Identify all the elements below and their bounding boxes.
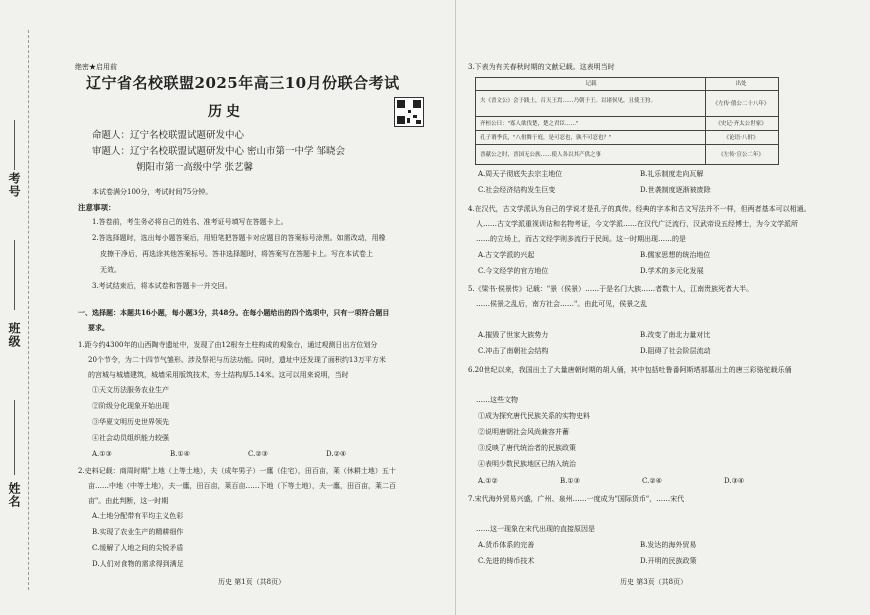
section-title: 要求。 — [88, 323, 109, 332]
question-2-option: D.人们对食物的需求得到满足 — [92, 560, 184, 568]
author-line: 命题人：辽宁名校联盟试题研发中心 — [92, 130, 245, 141]
question-4-line: ……的立场上，而古文经学则多流行于民间。这一时期出现……的是 — [476, 235, 686, 243]
question-3-option: A.周天子彻底失去宗主地位 — [478, 170, 563, 178]
question-1-item: ①天文历法服务农业生产 — [92, 386, 169, 394]
question-6-option: B.①③ — [560, 477, 580, 485]
question-4-option: A.古文学派的兴起 — [478, 251, 535, 259]
question-1-item: ③华夏文明历史世界领先 — [92, 418, 169, 426]
name-line — [14, 400, 15, 475]
question-6-option: A.①② — [478, 477, 498, 485]
question-2-line: 亩……中地（中等土地），夫一廛，田百亩，莱百亩……下地（下等土地），夫一廛，田百亩，莱二百 — [88, 482, 396, 490]
section-title: 一、选择题：本题共16小题，每小题3分，共48分。在每小题给出的四个选项中，只有一项符合题目 — [78, 308, 390, 317]
question-2-option: B.实现了农业生产的精耕细作 — [92, 528, 184, 536]
table-row: 齐桓公曰："寡人欲伐楚，楚之君臣……" 《史记·齐太公世家》 — [476, 116, 778, 131]
table-row: 晋献公之时，晋国无公族……使人各以其产供之事 《左传·宣公二年》 — [476, 144, 778, 165]
question-6-option: D.③④ — [724, 477, 745, 485]
question-5-option: C.冲击了南朝社会结构 — [478, 347, 549, 355]
class-line — [14, 240, 15, 310]
question-1-line: 20个节令，为二十四节气雏形。涉及祭祀与历法功能。同时，遗址中还发现了面积约13万平方米 — [88, 356, 386, 364]
question-7-option: C.先进的铸币技术 — [478, 557, 535, 565]
question-6-line: 6.20世纪以来，我国出土了大量唐朝时期的胡人俑，其中包括吐鲁番阿斯塔那墓出土的唐三彩骆驼载乐俑 — [468, 366, 792, 374]
question-6-item: ③反映了唐代统治者的民族政策 — [478, 444, 576, 452]
exam-no-line — [14, 120, 15, 170]
question-3-option: C.社会经济结构发生巨变 — [478, 186, 556, 194]
exam-no-label: 考号 — [7, 172, 21, 198]
question-1-option: B.①④ — [170, 450, 190, 458]
class-label: 班级 — [7, 322, 21, 348]
question-2-option: A.土地分配带有平均主义色彩 — [92, 512, 184, 520]
note-line: 3.考试结束后，将本试卷和答题卡一并交回。 — [92, 282, 232, 290]
question-6-item: ②说明唐朝社会风尚兼容并蓄 — [478, 428, 569, 436]
question-4-option: D.学术的多元化发展 — [640, 267, 704, 275]
question-6-option: C.②④ — [642, 477, 662, 485]
question-4-line: 人……古文学派重视训诂和名物考证，今文学派……在汉代广泛流行，汉武帝设五经博士，为今文学派所 — [476, 220, 798, 228]
notes-title: 注意事项： — [78, 203, 116, 212]
question-5-line: 5.《梁书·侯景传》记载："景（侯景）……于是名门大族……者数十人，江南贵族死者大半。 — [468, 285, 754, 293]
binding-line — [28, 30, 29, 590]
question-1-line: 的宫城与城墙建筑，城墙采用版筑技术，夯土结构厚5.14米。这可以用来说明，当时 — [88, 371, 349, 379]
secret-mark: 绝密★启用前 — [75, 63, 117, 71]
question-2-line: 2.史料记载：商周时期"上地（上等土地），夫（成年男子）一廛（住宅），田百亩，莱（休耕土地）五十 — [78, 467, 396, 475]
question-5-option: D.阻碍了社会阶层流动 — [640, 347, 711, 355]
question-1-line: 1.距今约4300年的山西陶寺遗址中，发现了由12根夯土柱构成的观象台，通过观测日出方位划分 — [78, 341, 378, 349]
question-1-item: ②阶级分化现象开始出现 — [92, 402, 169, 410]
subject-title: 历史 — [208, 104, 244, 120]
author-line: 审题人：辽宁名校联盟试题研发中心 密山市第一中学 邹晓会 — [92, 146, 346, 157]
footer-left: 历史 第1页（共8页） — [218, 578, 286, 586]
exam-title: 辽宁省名校联盟2025年高三10月份联合考试 — [86, 74, 400, 92]
question-6-item: ①成为探究唐代民族关系的实物史料 — [478, 412, 590, 420]
question-7-line: ……这一现象在宋代出现的直接原因是 — [476, 525, 595, 533]
table-row: 孔子谓季氏，"八佾舞于庭，是可忍也，孰不可忍也？" 《论语·八佾》 — [476, 130, 778, 145]
question-6-item: ④表明少数民族地区已纳入统治 — [478, 460, 576, 468]
note-line: 2.答选择题时，选出每小题答案后，用铅笔把答题卡对应题目的答案标号涂黑。如需改动，用橡 — [92, 234, 386, 242]
question-1-option: D.②④ — [326, 450, 347, 458]
question-3-option: D.世袭制度逐渐被废除 — [640, 186, 711, 194]
name-label: 姓名 — [7, 482, 21, 508]
note-line: 1.答卷前，考生务必将自己的姓名、准考证号填写在答题卡上。 — [92, 218, 288, 226]
table-row: 记载 出处 — [585, 81, 747, 87]
question-5-line: ……侯景之乱后，南方社会……"。由此可见，侯景之乱 — [476, 300, 648, 308]
author-line: 朝阳市第一高级中学 张艺馨 — [136, 162, 254, 173]
question-5-option: B.改变了南北力量对比 — [640, 331, 711, 339]
question-1-item: ④社会动员组织能力较强 — [92, 434, 169, 442]
question-4-option: C.今文经学的官方地位 — [478, 267, 549, 275]
authors-block — [92, 128, 345, 176]
question-7-option: B.发达的海外贸易 — [640, 541, 697, 549]
question-4-line: 4.在汉代，古文学派认为自己的学说才是孔子的真传。经典的字本和古文写法并不一样，但两者基本可以相通。 — [468, 205, 811, 213]
question-3-title: 3.下表为有关春秋时期的文献记载。这表明当时 — [468, 63, 615, 71]
question-1-option: A.①③ — [92, 450, 112, 458]
question-1-option: C.②③ — [248, 450, 268, 458]
question-7-option: D.开明的民族政策 — [640, 557, 697, 565]
note-line: 无效。 — [100, 266, 121, 274]
question-4-option: B.儒家思想的统治地位 — [640, 251, 711, 259]
page-fold — [455, 0, 456, 615]
question-3-option: B.礼乐制度走向瓦解 — [640, 170, 704, 178]
exam-info: 本试卷满分100分，考试时间75分钟。 — [92, 188, 213, 196]
question-2-line: 亩"。由此判断，这一时期 — [88, 497, 169, 505]
question-5-option: A.摧毁了世家大族势力 — [478, 331, 549, 339]
question-6-line: ……这些文物 — [476, 396, 518, 404]
note-line: 皮擦干净后，再选涂其他答案标号。答非选择题时，将答案写在答题卡上。写在本试卷上 — [100, 250, 373, 258]
question-3-table — [475, 77, 779, 165]
footer-right: 历史 第3页（共8页） — [620, 578, 688, 586]
question-2-option: C.缓解了人地之间的尖锐矛盾 — [92, 544, 184, 552]
question-7-line: 7.宋代海外贸易兴盛，广州、泉州……一度成为"国际货币"，……宋代 — [468, 495, 685, 503]
table-row: 夫《晋文公》会于践土，召天王焉……乃朝于王。以诸侯见，且使王狩。 《左传·僖公二十八年》 — [476, 90, 778, 117]
qr-code — [394, 97, 424, 127]
question-7-option: A.货币体系的完善 — [478, 541, 535, 549]
